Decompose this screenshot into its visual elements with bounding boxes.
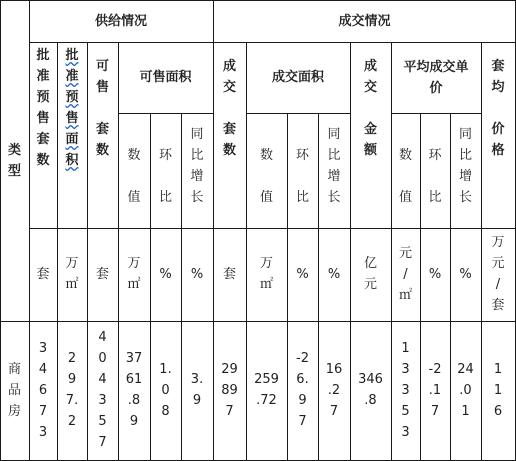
grid-line <box>118 113 213 114</box>
cell-deal-area-yoy: 16 .2 7 <box>325 362 343 419</box>
cell-deal-area-value: 259 .72 <box>254 372 279 408</box>
header-presale-units: 批 准 预 售 套 数 <box>36 48 50 168</box>
header-yoy: 同 比 增 长 <box>458 127 472 205</box>
header-type: 类 型 <box>7 143 21 179</box>
cell-avg-price-value: 1 3 3 5 3 <box>401 341 410 440</box>
header-sellable-area: 可售面积 <box>139 70 192 85</box>
unit-deal-area-yoy: % <box>327 267 341 282</box>
cell-deal-area-mom: -2 6. 9 7 <box>296 351 309 429</box>
cell-avg-price-yoy: 24 .0 1 <box>457 362 474 419</box>
cell-deal-amount: 346 .8 <box>358 372 383 408</box>
unit-avg-price-value: 元 / ㎡ <box>398 246 412 303</box>
header-deal-amount: 成 交 金 额 <box>363 59 377 158</box>
header-deal-units: 成 交 套 数 <box>222 59 236 158</box>
header-deal: 成交情况 <box>338 14 391 29</box>
cell-presale-area: 2 9 7. 2 <box>65 351 79 429</box>
grid-line <box>391 113 481 114</box>
header-mom: 环 比 <box>295 148 309 205</box>
header-mom: 环 比 <box>428 148 442 205</box>
cell-unit-price: 1 1 6 <box>493 362 503 419</box>
unit-unit-price: 万 元 / 套 <box>491 235 505 313</box>
unit-avg-price-mom: % <box>428 267 442 282</box>
unit-deal-area-mom: % <box>296 267 309 282</box>
header-presale-area: 批 准 预 售 面 积 <box>65 48 79 168</box>
cell-presale-units: 3 4 6 7 3 <box>38 341 48 440</box>
header-supply: 供给情况 <box>94 14 147 29</box>
unit-sellable-area-value: 万 ㎡ <box>127 256 141 292</box>
unit-presale-area: 万 ㎡ <box>65 256 79 292</box>
unit-presale-units: 套 <box>36 267 50 282</box>
header-value: 数 值 <box>398 148 412 205</box>
grid-line <box>0 321 516 322</box>
cell-sellable-area-mom: 1. 0 8 <box>159 362 172 419</box>
row-type: 商 品 房 <box>7 362 21 419</box>
cell-deal-units: 29 89 7 <box>221 362 238 419</box>
cell-sellable-area-value: 37 61 .8 9 <box>125 351 143 429</box>
cell-sellable-area-yoy: 3. 9 <box>190 372 204 408</box>
header-deal-area: 成交面积 <box>271 70 324 85</box>
header-avg-price: 平均成交单 价 <box>403 60 469 96</box>
unit-deal-units: 套 <box>222 267 236 282</box>
header-value: 数 值 <box>127 148 141 205</box>
unit-avg-price-yoy: % <box>459 267 472 282</box>
unit-sellable-area-mom: % <box>159 267 172 282</box>
grid-line <box>0 0 516 1</box>
header-sellable-units: 可 售 套 数 <box>95 59 109 158</box>
header-mom: 环 比 <box>158 148 172 205</box>
unit-deal-area-value: 万 ㎡ <box>259 256 273 292</box>
cell-avg-price-mom: -2 .1 7 <box>428 362 442 419</box>
header-unit-price: 套 均 价 格 <box>491 59 505 158</box>
header-value: 数 值 <box>259 148 273 205</box>
header-yoy: 同 比 增 长 <box>190 127 204 205</box>
unit-sellable-area-yoy: % <box>190 267 204 282</box>
header-yoy: 同 比 增 长 <box>327 127 341 205</box>
grid-line <box>29 228 516 229</box>
unit-sellable-units: 套 <box>95 267 109 282</box>
cell-sellable-units: 4 0 4 3 5 7 <box>98 330 107 450</box>
unit-deal-amount: 亿 元 <box>363 256 377 292</box>
grid-line <box>246 113 350 114</box>
grid-line <box>29 42 516 43</box>
